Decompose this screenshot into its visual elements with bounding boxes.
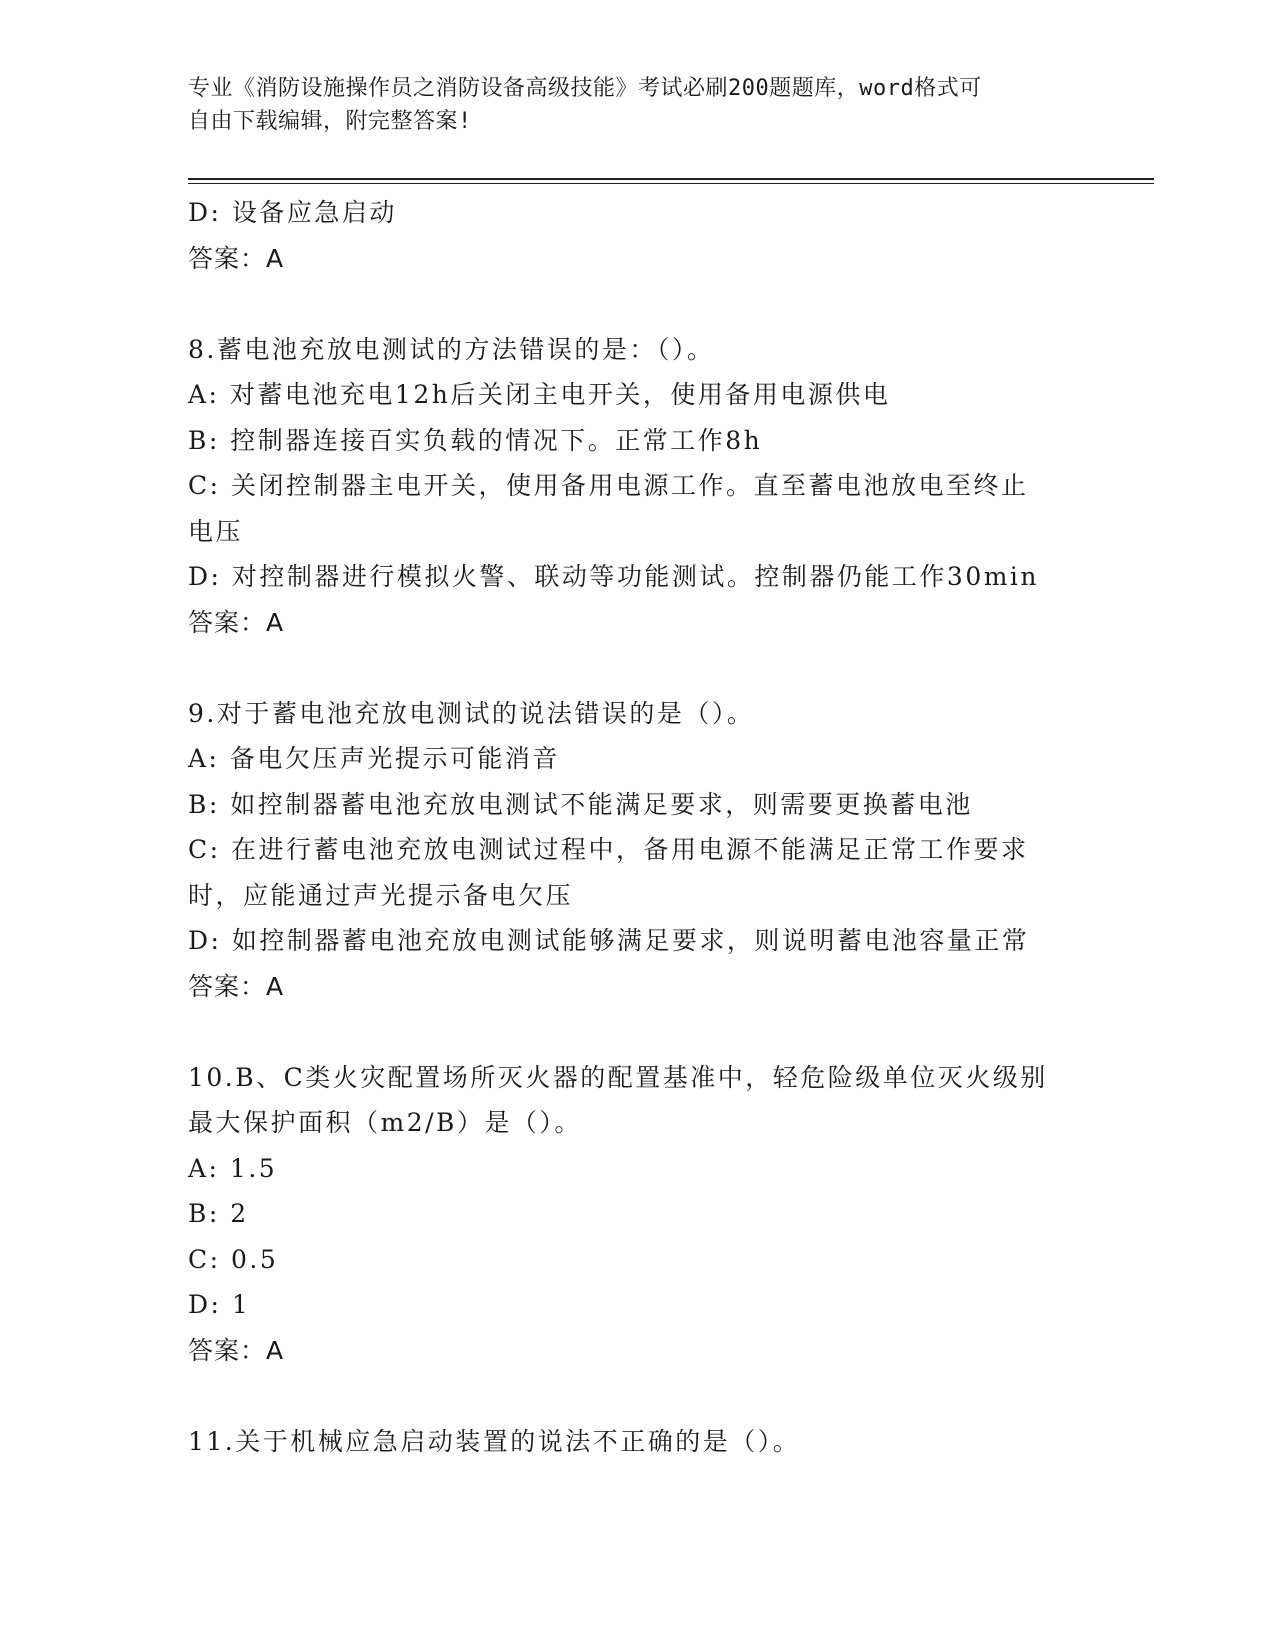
question-stem: 9.对于蓄电池充放电测试的说法错误的是（）。 bbox=[188, 698, 755, 728]
answer-line: 答案：A bbox=[188, 243, 285, 273]
option-b: B: 如控制器蓄电池充放电测试不能满足要求，则需要更换蓄电池 bbox=[188, 789, 973, 819]
answer-line: 答案：A bbox=[188, 971, 285, 1001]
option-a: A: 备电欠压声光提示可能消音 bbox=[188, 744, 560, 773]
question-stem: 10.B、C类火灾配置场所灭火器的配置基准中，轻危险级单位灭火级别 bbox=[188, 1062, 1048, 1092]
spacer bbox=[188, 281, 1088, 327]
option-c-continued: 电压 bbox=[188, 516, 244, 546]
option-c-continued: 时，应能通过声光提示备电欠压 bbox=[188, 880, 574, 910]
option-c: C: 在进行蓄电池充放电测试过程中，备用电源不能满足正常工作要求 bbox=[188, 835, 1029, 864]
option-b: B: 控制器连接百实负载的情况下。正常工作8h bbox=[188, 425, 763, 455]
document-body bbox=[188, 190, 1088, 1464]
option-b: B: 2 bbox=[188, 1199, 249, 1228]
answer-line: 答案：A bbox=[188, 607, 285, 637]
option-d: D: 设备应急启动 bbox=[188, 198, 397, 227]
answer-line: 答案：A bbox=[188, 1335, 285, 1365]
document-header bbox=[188, 72, 1088, 138]
spacer bbox=[188, 645, 1088, 691]
question-stem: 11.关于机械应急启动装置的说法不正确的是（）。 bbox=[188, 1426, 801, 1456]
question-7-tail bbox=[188, 190, 1088, 281]
question-10 bbox=[188, 1055, 1088, 1374]
header-line-2: 自由下载编辑，附完整答案! bbox=[188, 109, 472, 134]
option-c: C: 关闭控制器主电开关，使用备用电源工作。直至蓄电池放电至终止 bbox=[188, 471, 1029, 500]
option-c: C: 0.5 bbox=[188, 1244, 279, 1274]
header-divider-thin bbox=[188, 183, 1154, 184]
question-9 bbox=[188, 691, 1088, 1010]
spacer bbox=[188, 1009, 1088, 1055]
header-line-1: 专业《消防设施操作员之消防设备高级技能》考试必刷200题题库，word格式可 bbox=[188, 76, 982, 101]
question-11 bbox=[188, 1419, 1088, 1465]
option-d: D: 对控制器进行模拟火警、联动等功能测试。控制器仍能工作30min bbox=[188, 562, 1040, 591]
question-stem: 8.蓄电池充放电测试的方法错误的是：（）。 bbox=[188, 334, 715, 364]
header-divider-thick bbox=[188, 178, 1154, 180]
option-a: A: 1.5 bbox=[188, 1153, 278, 1183]
option-d: D: 1 bbox=[188, 1290, 251, 1319]
question-8 bbox=[188, 327, 1088, 646]
question-stem-continued: 最大保护面积（m2/B）是（）。 bbox=[188, 1108, 582, 1137]
option-d: D: 如控制器蓄电池充放电测试能够满足要求，则说明蓄电池容量正常 bbox=[188, 926, 1030, 955]
spacer bbox=[188, 1373, 1088, 1419]
option-a: A: 对蓄电池充电12h后关闭主电开关，使用备用电源供电 bbox=[188, 380, 891, 409]
